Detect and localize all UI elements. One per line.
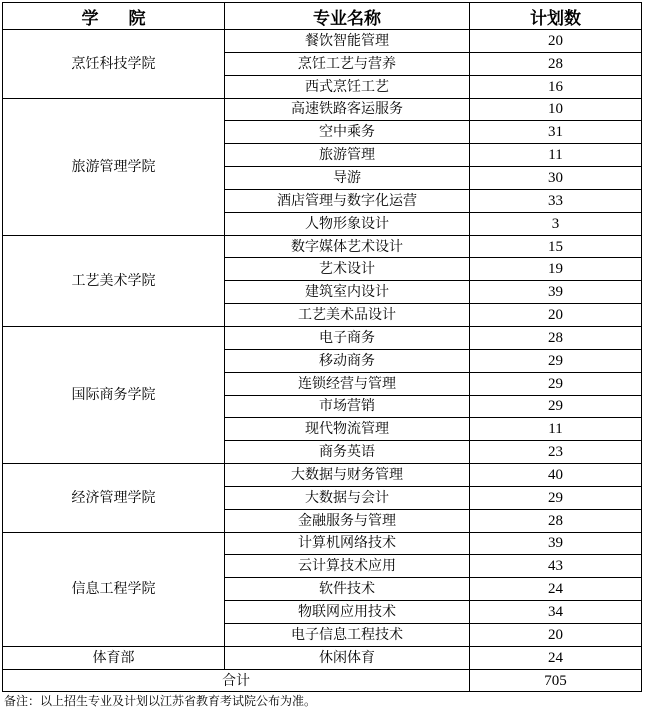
header-college [3,3,225,30]
header-college-char-1: 学 [81,8,99,29]
count-cell: 3 [470,212,642,235]
major-cell: 计算机网络技术 [225,532,470,555]
major-cell: 金融服务与管理 [225,509,470,532]
count-cell: 16 [470,75,642,98]
count-cell: 31 [470,121,642,144]
enrollment-plan-table [2,2,642,692]
total-label: 合计 [3,669,470,692]
table-row [3,98,642,121]
count-cell: 29 [470,395,642,418]
header-count: 计划数 [470,3,642,30]
college-cell: 体育部 [3,646,225,669]
count-cell: 28 [470,326,642,349]
count-cell: 24 [470,646,642,669]
major-cell: 旅游管理 [225,144,470,167]
college-cell: 国际商务学院 [3,326,225,463]
table-row [3,326,642,349]
major-cell: 空中乘务 [225,121,470,144]
major-cell: 商务英语 [225,441,470,464]
major-cell: 酒店管理与数字化运营 [225,189,470,212]
count-cell: 34 [470,601,642,624]
footnote: 备注：以上招生专业及计划以江苏省教育考试院公布为准。 [4,694,317,708]
total-value: 705 [470,669,642,692]
count-cell: 28 [470,52,642,75]
college-cell: 旅游管理学院 [3,98,225,235]
count-cell: 30 [470,167,642,190]
major-cell: 工艺美术品设计 [225,304,470,327]
table-row [3,464,642,487]
count-cell: 24 [470,578,642,601]
count-cell: 20 [470,304,642,327]
major-cell: 大数据与会计 [225,486,470,509]
major-cell: 软件技术 [225,578,470,601]
header-row [3,3,642,30]
header-college-char-2: 院 [128,8,146,29]
table-row [3,235,642,258]
count-cell: 11 [470,418,642,441]
count-cell: 11 [470,144,642,167]
table-row [3,30,642,53]
major-cell: 烹饪工艺与营养 [225,52,470,75]
count-cell: 39 [470,532,642,555]
count-cell: 28 [470,509,642,532]
count-cell: 10 [470,98,642,121]
total-row [3,669,642,692]
table-header [3,3,642,30]
header-major: 专业名称 [225,3,470,30]
table-row [3,532,642,555]
major-cell: 导游 [225,167,470,190]
count-cell: 19 [470,258,642,281]
major-cell: 市场营销 [225,395,470,418]
major-cell: 西式烹饪工艺 [225,75,470,98]
major-cell: 电子商务 [225,326,470,349]
major-cell: 现代物流管理 [225,418,470,441]
major-cell: 连锁经营与管理 [225,372,470,395]
college-cell: 信息工程学院 [3,532,225,646]
count-cell: 40 [470,464,642,487]
college-cell: 烹饪科技学院 [3,30,225,99]
major-cell: 物联网应用技术 [225,601,470,624]
count-cell: 29 [470,349,642,372]
major-cell: 人物形象设计 [225,212,470,235]
major-cell: 休闲体育 [225,646,470,669]
count-cell: 20 [470,30,642,53]
count-cell: 15 [470,235,642,258]
major-cell: 餐饮智能管理 [225,30,470,53]
major-cell: 电子信息工程技术 [225,623,470,646]
count-cell: 39 [470,281,642,304]
count-cell: 20 [470,623,642,646]
table-row [3,646,642,669]
major-cell: 建筑室内设计 [225,281,470,304]
count-cell: 29 [470,486,642,509]
table-body [3,30,642,692]
count-cell: 33 [470,189,642,212]
major-cell: 云计算技术应用 [225,555,470,578]
count-cell: 23 [470,441,642,464]
college-cell: 工艺美术学院 [3,235,225,326]
major-cell: 高速铁路客运服务 [225,98,470,121]
major-cell: 艺术设计 [225,258,470,281]
college-cell: 经济管理学院 [3,464,225,533]
major-cell: 大数据与财务管理 [225,464,470,487]
count-cell: 29 [470,372,642,395]
major-cell: 数字媒体艺术设计 [225,235,470,258]
count-cell: 43 [470,555,642,578]
major-cell: 移动商务 [225,349,470,372]
